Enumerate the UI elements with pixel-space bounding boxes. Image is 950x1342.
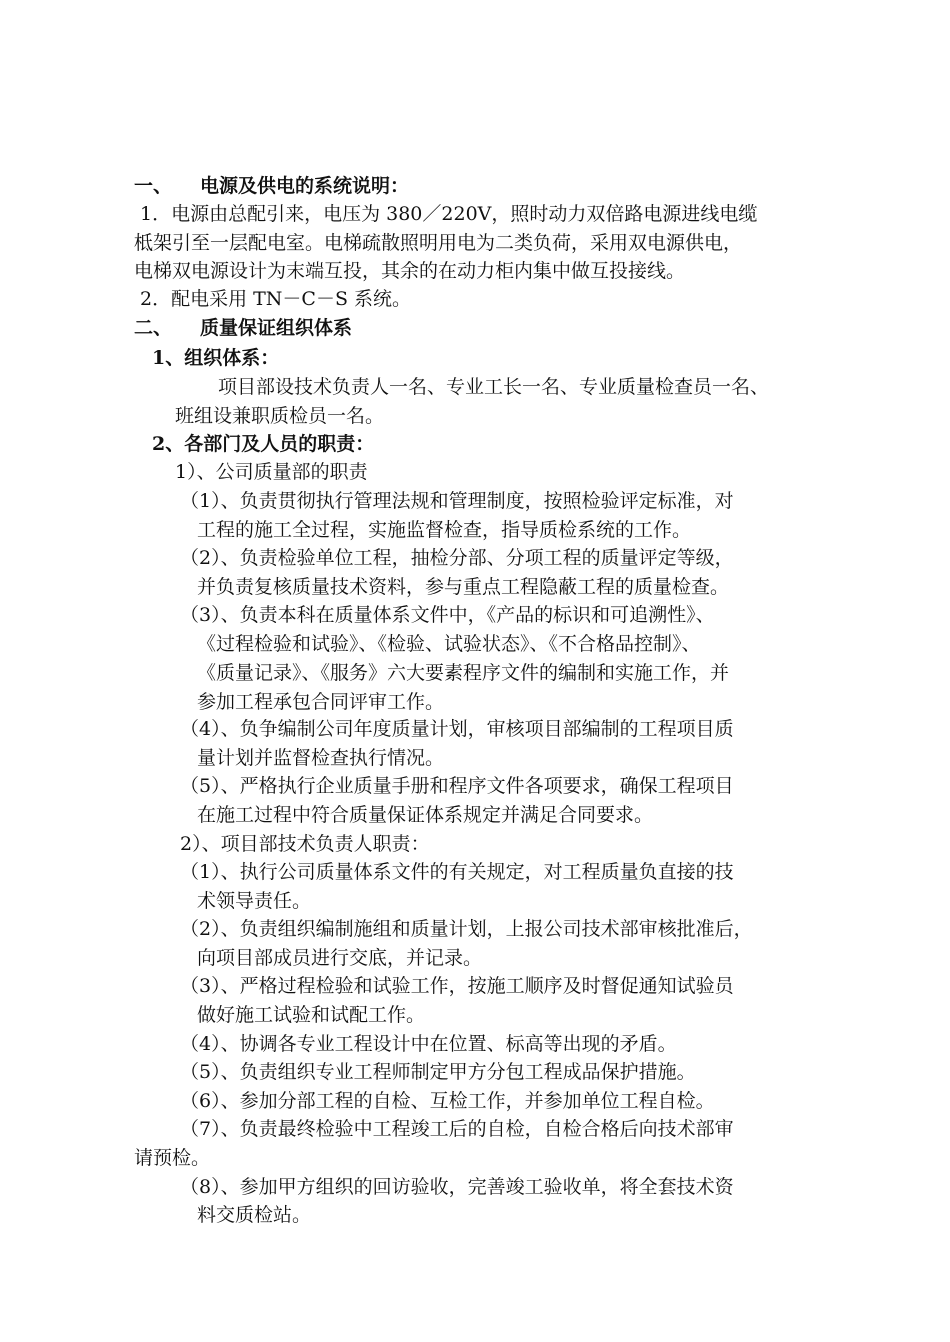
text-line: 量计划并监督检查执行情况。 — [197, 747, 445, 769]
text-line: 请预检。 — [134, 1147, 211, 1169]
text-line: 柢架引至一层配电室。电梯疏散照明用电为二类负荷，采用双电源供电， — [134, 232, 743, 254]
subheading: 1、组织体系： — [152, 347, 280, 369]
text-line: 《过程检验和试验》、《检验、试验状态》、《不合格品控制》、 — [197, 633, 701, 655]
text-line: （3）、负责本科在质量体系文件中，《产品的标识和可追溯性》、 — [180, 604, 715, 626]
text-line: （2）、负责检验单位工程，抽检分部、分项工程的质量评定等级， — [180, 547, 734, 569]
heading-2-number: 二、 — [134, 317, 173, 339]
text-line: 工程的施工全过程，实施监督检查，指导质检系统的工作。 — [197, 519, 692, 541]
text-line: 班组设兼职质检员一名。 — [175, 405, 385, 427]
text-line: （3）、严格过程检验和试验工作，按施工顺序及时督促通知试验员 — [180, 975, 734, 997]
text-line: 做好施工试验和试配工作。 — [197, 1004, 426, 1026]
text-line: 术领导责任。 — [197, 890, 312, 912]
text-line: 料交质检站。 — [197, 1204, 312, 1226]
text-line: （4）、协调各专业工程设计中在位置、标高等出现的矛盾。 — [180, 1033, 677, 1055]
text-line: 参加工程承包合同评审工作。 — [197, 691, 445, 713]
text-line: 项目部设技术负责人一名、专业工长一名、专业质量检查员一名、 — [218, 376, 770, 398]
text-line: 2）、项目部技术负责人职责： — [180, 833, 430, 855]
text-line: （5）、负责组织专业工程师制定甲方分包工程成品保护措施。 — [180, 1061, 696, 1083]
text-line: （7）、负责最终检验中工程竣工后的自检，自检合格后向技术部审 — [180, 1118, 734, 1140]
text-line: （8）、参加甲方组织的回访验收，完善竣工验收单，将全套技术资 — [180, 1176, 734, 1198]
text-line: （2）、负责组织编制施组和质量计划，上报公司技术部审核批准后， — [180, 918, 753, 940]
text-line: 1．电源由总配引来，电压为 380／220V，照时动力双倍路电源进线电缆 — [140, 203, 758, 225]
text-line: 向项目部成员进行交底，并记录。 — [197, 947, 483, 969]
text-line: 2．配电采用 TN－C－S 系统。 — [140, 288, 412, 310]
text-line: （5）、严格执行企业质量手册和程序文件各项要求，确保工程项目 — [180, 775, 734, 797]
text-line: 1）、公司质量部的职责 — [175, 461, 368, 483]
heading-2 — [134, 315, 353, 341]
text-line: （1）、负责贯彻执行管理法规和管理制度，按照检验评定标准，对 — [180, 490, 734, 512]
text-line: （1）、执行公司质量体系文件的有关规定，对工程质量负直接的技 — [180, 861, 734, 883]
heading-2-text: 质量保证组织体系 — [200, 317, 353, 339]
text-line: 电梯双电源设计为末端互投，其余的在动力柜内集中做互投接线。 — [134, 260, 686, 282]
text-line: 在施工过程中符合质量保证体系规定并满足合同要求。 — [197, 804, 654, 826]
text-line: 并负责复核质量技术资料，参与重点工程隐蔽工程的质量检查。 — [197, 576, 730, 598]
text-line: （6）、参加分部工程的自检、互检工作，并参加单位工程自检。 — [180, 1090, 715, 1112]
text-line: 《质量记录》、《服务》六大要素程序文件的编制和实施工作，并 — [197, 662, 730, 684]
subheading: 2、各部门及人员的职责： — [152, 433, 375, 455]
heading-1-text: 电源及供电的系统说明： — [200, 175, 410, 197]
text-line: （4）、负争编制公司年度质量计划，审核项目部编制的工程项目质 — [180, 718, 734, 740]
heading-1-number: 一、 — [134, 175, 173, 197]
heading-1 — [134, 173, 410, 199]
